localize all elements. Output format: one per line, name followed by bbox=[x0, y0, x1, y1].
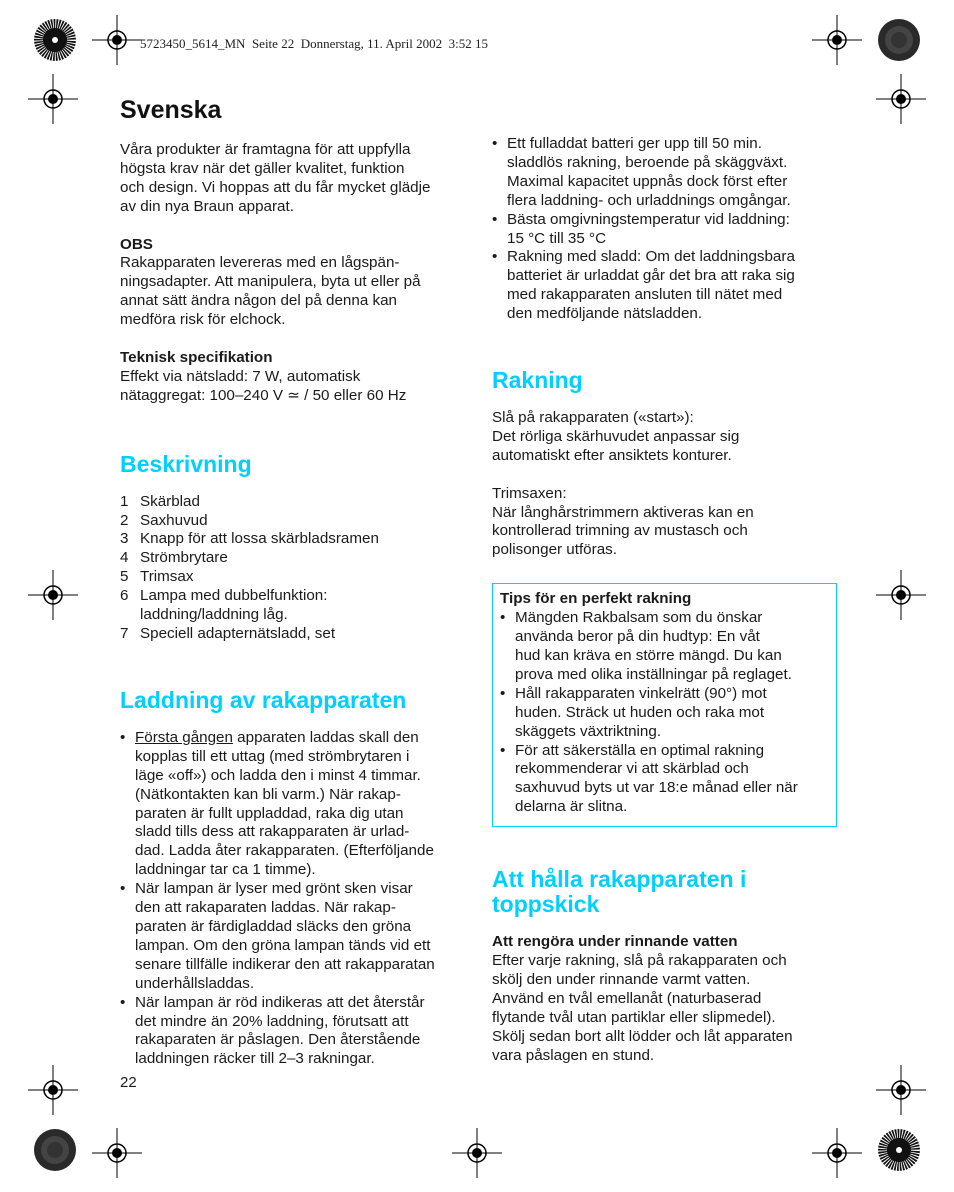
right-column bbox=[492, 135, 837, 1066]
registration-mark-icon bbox=[812, 1128, 862, 1178]
list-item: 5 Trimsax bbox=[120, 568, 194, 586]
registration-mark-icon bbox=[28, 74, 78, 124]
list-item: 2 Saxhuvud bbox=[120, 511, 208, 529]
left-column bbox=[120, 96, 465, 1069]
section-heading-charging: Laddning av rakapparaten bbox=[120, 686, 407, 713]
intro-line: Våra produkter är framtagna för att uppfylla bbox=[120, 141, 411, 158]
spec-line: nätaggregat: 100–240 V ≃ / 50 eller 60 Hz bbox=[120, 386, 407, 404]
registration-mark-icon bbox=[812, 15, 862, 65]
star-target-icon bbox=[33, 18, 77, 62]
shave-line: Det rörliga skärhuvudet anpassar sig bbox=[492, 427, 740, 445]
tips-list bbox=[500, 609, 826, 817]
obs-line: annat sätt ändra någon del på denna kan bbox=[120, 292, 397, 310]
trimmer-line: När långhårstrimmern aktiveras kan en bbox=[492, 503, 754, 521]
charging-list bbox=[120, 729, 465, 1069]
tips-heading: Tips för en perfekt rakning bbox=[500, 590, 692, 608]
obs-heading: OBS bbox=[120, 235, 153, 253]
list-item: 7 Speciell adapternätsladd, set bbox=[120, 625, 336, 642]
trimmer-line: Trimsaxen: bbox=[492, 484, 567, 502]
list-item: • När lampan är röd indikeras att det återstår det mindre än 20% laddning, förutsatt att rakaparaten är påslagen. Den återstående laddningen räcker till 2–3 rakningar. bbox=[120, 994, 465, 1070]
trimmer-line: kontrollerad trimning av mustasch och bbox=[492, 522, 748, 540]
intro-paragraph bbox=[120, 141, 465, 217]
battery-list bbox=[492, 135, 837, 324]
obs-line: ningsadapter. Att manipulera, byta ut eller på bbox=[120, 273, 421, 291]
registration-mark-icon bbox=[28, 570, 78, 620]
registration-mark-icon bbox=[876, 1065, 926, 1115]
list-item: • Håll rakapparaten vinkelrätt (90°) mot huden. Sträck ut huden och raka mot skäggets växtriktning. bbox=[500, 685, 826, 742]
spec-line: Effekt via nätsladd: 7 W, automatisk bbox=[120, 367, 361, 385]
registration-mark-icon bbox=[92, 15, 142, 65]
page-number: 22 bbox=[120, 1074, 137, 1091]
obs-line: Rakapparaten levereras med en lågspän- bbox=[120, 254, 400, 272]
print-header: 5723450_5614_MN Seite 22 Donnerstag, 11. April 2002 3:52 15 bbox=[140, 36, 488, 51]
registration-mark-icon bbox=[876, 570, 926, 620]
list-item: 1 Skärblad bbox=[120, 492, 200, 510]
list-item: 6 Lampa med dubbelfunktion: laddning/laddning låg. bbox=[120, 587, 328, 624]
registration-mark-icon bbox=[876, 74, 926, 124]
tips-box bbox=[492, 583, 837, 827]
star-target-icon bbox=[877, 18, 921, 62]
list-item: • För att säkerställa en optimal rakning rekommenderar vi att skärblad och saxhuvud byts ut var 18:e månad eller när delarna är slitna. bbox=[500, 742, 826, 818]
care-subheading: Att rengöra under rinnande vatten bbox=[492, 933, 738, 951]
care-line: Efter varje rakning, slå på rakapparaten och bbox=[492, 952, 787, 970]
intro-line: högsta krav när det gäller kvalitet, funktion bbox=[120, 159, 405, 177]
obs-line: medföra risk för elchock. bbox=[120, 311, 286, 329]
star-target-icon bbox=[877, 1128, 921, 1172]
care-line: Använd en tvål emellanåt (naturbaserad bbox=[492, 989, 762, 1007]
care-line: Skölj sedan bort allt lödder och låt apparaten bbox=[492, 1027, 793, 1045]
description-list bbox=[120, 493, 465, 644]
section-heading-care: Att hålla rakapparaten i toppskick bbox=[492, 866, 747, 918]
intro-line: av din nya Braun apparat. bbox=[120, 197, 294, 215]
intro-line: och design. Vi hoppas att du får mycket glädje bbox=[120, 178, 431, 196]
list-item: • Första gången apparaten laddas skall den kopplas till ett uttag (med strömbrytaren i läge «off») och ladda den i minst 4 timmar. (Nätkontakten kan bli varm.) När rakap- paraten är fullt uppladdad, raka dig utan sladd tills dess att rakapparaten är urlad- dad. Ladda åter rakapparaten. (Efterföljande laddningar tar ca 1 timme). bbox=[120, 729, 465, 880]
list-item: 4 Strömbrytare bbox=[120, 549, 228, 567]
list-item: 3 Knapp för att lossa skärbladsramen bbox=[120, 530, 379, 548]
page-title: Svenska bbox=[120, 96, 222, 124]
list-item: • Mängden Rakbalsam som du önskar använda beror på din hudtyp: En våt hud kan kräva en större mängd. Du kan prova med olika inställningar på reglaget. bbox=[500, 609, 826, 685]
list-item: • Bästa omgivningstemperatur vid laddning: 15 °C till 35 °C bbox=[492, 211, 837, 249]
trimmer-line: polisonger utföras. bbox=[492, 541, 617, 559]
list-item: • Rakning med sladd: Om det laddningsbara batteriet är urladdat går det bra att raka sig med rakapparaten ansluten till nätet med den medföljande nätsladden. bbox=[492, 248, 837, 324]
registration-mark-icon bbox=[28, 1065, 78, 1115]
shave-line: automatiskt efter ansiktets konturer. bbox=[492, 446, 732, 464]
shave-line: Slå på rakapparaten («start»): bbox=[492, 409, 694, 427]
list-item: • Ett fulladdat batteri ger upp till 50 min. sladdlös rakning, beroende på skäggväxt. Maximal kapacitet uppnås dock först efter flera laddning- och urladdnings omgångar. bbox=[492, 135, 837, 211]
registration-mark-icon bbox=[452, 1128, 502, 1178]
obs-paragraph bbox=[120, 254, 465, 330]
care-line: skölj den under rinnande varmt vatten. bbox=[492, 970, 751, 988]
care-line: flytande tvål utan partiklar eller slipmedel). bbox=[492, 1008, 776, 1026]
list-item: • När lampan är lyser med grönt sken visar den att rakaparaten laddas. När rakap- paraten är färdigladdad släcks den gröna lampan. Om den gröna lampan tänds vid ett senare tillfälle indikerar den att rakapparatan underhållsladdas. bbox=[120, 880, 465, 993]
star-target-icon bbox=[33, 1128, 77, 1172]
registration-mark-icon bbox=[92, 1128, 142, 1178]
section-heading-description: Beskrivning bbox=[120, 450, 252, 477]
spec-heading: Teknisk specifikation bbox=[120, 348, 273, 366]
care-line: vara påslagen en stund. bbox=[492, 1046, 655, 1064]
section-heading-shaving: Rakning bbox=[492, 367, 583, 394]
